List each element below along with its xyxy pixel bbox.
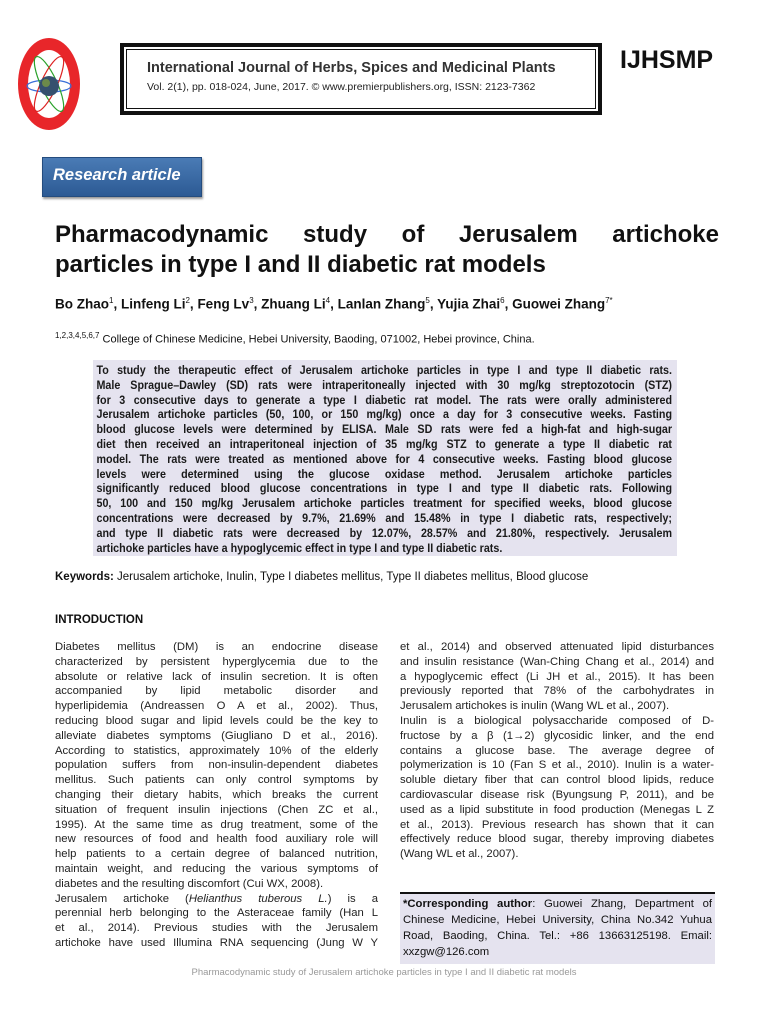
article-type-badge: Research article	[42, 157, 202, 197]
body-text: perennial herb belonging to the Asteraceae family (Han L	[55, 907, 378, 920]
body-line	[400, 729, 714, 744]
body-line	[55, 714, 378, 729]
keywords-label: Keywords:	[55, 571, 114, 583]
author-name: Feng Lv	[197, 296, 250, 312]
author-name: Linfeng Li	[120, 296, 186, 312]
corresponding-text: : Guowei Zhang, Department of	[532, 898, 712, 910]
body-line	[400, 640, 714, 655]
abstract-line: artichoke particles have a hypoglycemic effect in type I and type II diabetic rats.	[96, 540, 503, 555]
author-name: Yujia Zhai	[437, 296, 501, 312]
body-text: et al., 2014) and observed attenuated lipid disturbances	[400, 641, 714, 653]
author-sup: 4	[325, 296, 331, 305]
corresponding-text: Chinese Medicine, Hebei University, China No.342 Yuhua	[403, 914, 712, 926]
body-line	[400, 758, 714, 773]
body-line	[55, 847, 378, 862]
body-line	[55, 862, 378, 877]
abstract-line: and type II diabetic rats were decreased by 12.07%, 28.57% and 21.80%, respectively. Jerusalem	[96, 525, 673, 540]
body-line	[400, 832, 714, 847]
page-footer: Pharmacodynamic study of Jerusalem artichoke particles in type I and II diabetic rat models	[191, 967, 577, 978]
body-line	[400, 684, 714, 699]
body-text: population suffers from non-insulin-dependent diabetes	[55, 759, 378, 772]
title-line: particles in type I and II diabetic rat models	[55, 251, 546, 278]
body-line	[400, 655, 714, 670]
body-text: According to statistics, approximately 10% of the elderly	[55, 744, 378, 757]
keywords-text: Jerusalem artichoke, Inulin, Type I diabetes mellitus, Type II diabetes mellitus, Blood glucose	[113, 571, 589, 583]
corresponding-email: xxzgw@126.com	[403, 946, 490, 958]
body-line	[55, 744, 378, 759]
body-text: maintain weight, and reducing the various symptoms of	[55, 862, 378, 875]
body-text: Diabetes mellitus (DM) is an endocrine disease	[55, 641, 378, 653]
journal-title: International Journal of Herbs, Spices and Medicinal Plants	[147, 60, 556, 76]
body-text: Inulin is a biological polysaccharide composed of D-	[400, 714, 714, 727]
abstract-line: blood glucose levels were determined by ELISA. Male SD rats were fed a high-fat and high-sugar	[96, 422, 673, 437]
body-line	[55, 640, 378, 655]
body-text: changing their dietary habits, which breaks the current	[55, 788, 378, 801]
body-text: artichoke have used Illumina RNA sequencing (Jung W Y	[55, 936, 378, 949]
author-name: Bo Zhao	[55, 296, 109, 312]
body-text: (Wang WL et al., 2007).	[400, 848, 519, 861]
body-text: 1995). At the same time as drug treatment, some of the	[55, 818, 378, 831]
body-text: Jerusalem artichoke (	[55, 892, 189, 905]
affiliation	[55, 331, 535, 346]
corresponding-label: *Corresponding author	[403, 898, 533, 910]
publisher-logo	[16, 36, 82, 132]
body-text: cardiovascular disease risk (Byungsung P, 2011), and be	[400, 788, 714, 801]
author-sup: 2	[185, 296, 190, 305]
author-sup: 6	[500, 296, 505, 305]
body-line	[55, 758, 378, 773]
species-name: Helianthus tuberous L.	[188, 892, 328, 905]
body-line	[400, 818, 714, 833]
body-text: and insulin resistance (Wan-Ching Chang et al., 2014) and	[400, 655, 714, 668]
abstract-box	[93, 360, 677, 556]
body-text: absolute or relative lack of insulin secretion. It is often	[55, 670, 378, 683]
body-line	[55, 729, 378, 744]
author-name: Zhuang Li	[261, 296, 326, 312]
body-text: et al., 2013). Previous research has shown that it can	[400, 818, 714, 831]
affiliation-text: College of Chinese Medicine, Hebei University, Baoding, 071002, Hebei province, China.	[99, 333, 535, 346]
author-list: Bo Zhao$^1$, Linfeng Li$^2$, Feng Lv$^3$, Zhuang Li$^4$, Lanlan Zhang$^5$, Yujia Zhai$^6$, Guowei Zhang$^{7*}$	[55, 296, 613, 312]
journal-header-box	[120, 43, 602, 115]
abstract-line: To study the therapeutic effect of Jerusalem artichoke particles in type I and type II diabetic rats.	[96, 363, 673, 377]
body-line	[400, 714, 714, 729]
body-text: alleviate diabetes symptoms (Giugliano D et al., 2016).	[55, 729, 378, 742]
body-line	[55, 936, 378, 951]
body-line	[55, 877, 378, 892]
body-right-column	[400, 640, 714, 862]
body-line	[400, 847, 714, 862]
corresponding-author-box	[400, 892, 715, 964]
body-text: previously reported that 78% of the carbohydrates in	[400, 685, 714, 698]
abstract-line: model. The rats were treated as mentioned above for 4 consecutive weeks. Fasting blood glucose	[96, 451, 673, 466]
abstract-line: concentrations were decreased by 9.7%, 21.69% and 15.48% in type I diabetic rats, respectively;	[96, 510, 673, 525]
abstract-line: Male Sprague–Dawley (SD) rats were intraperitoneally injected with 30 mg/kg streptozotocin (STZ)	[96, 377, 673, 392]
body-line	[55, 906, 378, 921]
abstract-line: diet then received an intraperitoneal injection of 35 mg/kg STZ to generate a type II diabetic rat	[96, 436, 673, 451]
body-line	[55, 699, 378, 714]
body-line	[55, 803, 378, 818]
abstract-line: Jerusalem artichoke particles (50, 100, or 150 mg/kg) once a day for 3 consecutive weeks. Fasting	[96, 407, 673, 422]
body-line	[400, 773, 714, 788]
body-text: new resources of food and health food auxiliary role will	[55, 833, 378, 846]
body-text: polymerization is 10 (Fan S et al., 2010). Inulin is a water-	[400, 759, 714, 772]
section-heading-introduction: INTRODUCTION	[55, 614, 144, 626]
author-sup: 5	[425, 296, 430, 305]
body-text: accompanied by lipid metabolic disorder and	[55, 685, 378, 698]
corresponding-text: Road, Baoding, China. Tel.: +86 13663125198. Email:	[403, 930, 712, 942]
body-text: mellitus. Such patients can only control symptoms by	[55, 774, 378, 787]
body-text: ) is a	[327, 892, 378, 905]
body-line	[400, 744, 714, 759]
title-line: Pharmacodynamic study of Jerusalem artichoke	[55, 221, 719, 248]
author-name: Guowei Zhang	[512, 296, 606, 312]
body-line	[55, 655, 378, 670]
body-line	[55, 892, 378, 907]
body-text: contains a glucose base. The average degree of	[400, 744, 714, 757]
body-line	[55, 921, 378, 936]
article-title	[55, 220, 719, 280]
abstract-line: 50, 100 and 150 mg/kg Jerusalem artichoke particles treatment for specified weeks, blood glucose	[96, 496, 673, 511]
keywords	[55, 571, 588, 583]
body-line	[55, 670, 378, 685]
author-sup: 1	[109, 296, 114, 305]
body-text: situation of frequent insulin injections (Chen ZC et al.,	[55, 803, 378, 816]
author-name: Lanlan Zhang	[337, 296, 426, 312]
journal-meta: Vol. 2(1), pp. 018-024, June, 2017. © www.premierpublishers.org, ISSN: 2123-7362	[147, 81, 536, 93]
body-line	[55, 684, 378, 699]
abstract-line: levels were determined using the glucose oxidase method. Jerusalem artichoke particles	[96, 466, 673, 481]
body-text: et al., 2014). Previous studies with the Jerusalem	[55, 922, 378, 935]
body-text: a hypoglycemic effect (Li JH et al., 2015). It has been	[400, 670, 714, 683]
body-text: hyperlipidemia (Andreassen O A et al., 2002). Thus,	[55, 700, 378, 713]
body-text: help patients to a certain degree of balanced nutrition,	[55, 848, 378, 861]
author-sup: 7*	[605, 296, 613, 305]
body-text: fructose by a β (1→2) glycosidic linker, and the end	[400, 729, 714, 742]
body-line	[55, 788, 378, 803]
body-text: effectively reduce blood sugar, thereby improving diabetes	[400, 833, 714, 846]
body-left-column	[55, 640, 378, 951]
body-text: diabetes and the resulting discomfort (Cui WX, 2008).	[55, 877, 324, 890]
body-text: soluble dietary fiber that can control blood lipids, reduce	[400, 774, 714, 787]
author-sup: 3	[249, 296, 254, 305]
body-text: reducing blood sugar and lipid levels could be the key to	[55, 714, 378, 727]
body-line	[55, 818, 378, 833]
body-line	[55, 832, 378, 847]
body-line	[400, 803, 714, 818]
body-line	[55, 773, 378, 788]
body-line	[400, 788, 714, 803]
affiliation-sup: 1,2,3,4,5,6,7	[55, 331, 100, 340]
body-text: used as a lipid substitute in food production (Menegas L Z	[400, 803, 714, 816]
body-line	[400, 699, 714, 714]
abstract-line: for 3 consecutive days to generate a type I diabetic rat model. The rats were orally administered	[96, 392, 673, 407]
body-text: characterized by persistent hyperglycemia due to the	[55, 655, 378, 668]
body-text: Jerusalem artichokes is inulin (Wang WL et al., 2007).	[400, 700, 670, 713]
journal-abbreviation: IJHSMP	[620, 46, 714, 74]
abstract-line: significantly reduced blood glucose concentrations in type I and type II diabetic rats. Following	[96, 481, 673, 496]
body-line	[400, 670, 714, 685]
